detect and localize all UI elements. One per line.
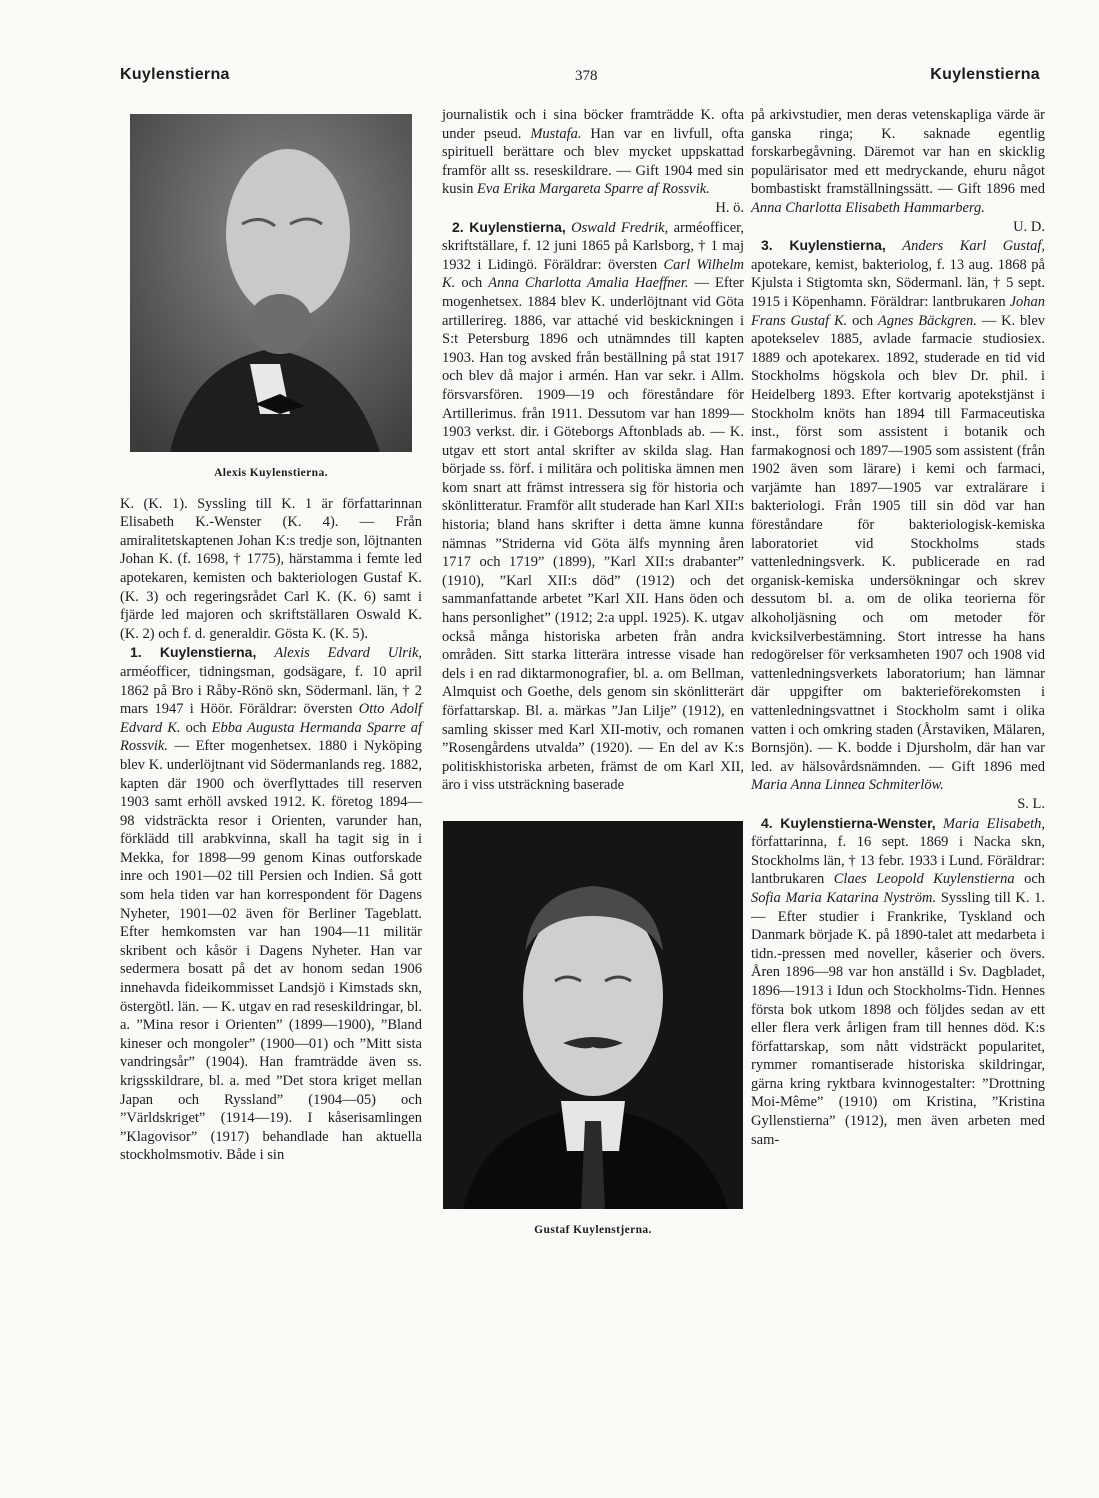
entry-2-och: och — [461, 275, 483, 292]
entry-4-heading: 4. Kuylenstierna-Wenster, — [761, 814, 936, 831]
signature-entry-2: U. D. — [1013, 218, 1045, 235]
entry-1-wife: Eva Erika Margareta Sparre af Rossvik. — [477, 181, 710, 198]
entry-1-text-a: arméofficer, tidningsman, godsägare, f. 10 april 1862 på Bro i Råby-Rönö skn, Södermanl. län, † 2 mars 1947 i Höör. Föräldrar: översten — [120, 663, 422, 718]
entry-4-och: och — [1024, 871, 1045, 888]
portrait-gustaf — [443, 821, 743, 1209]
entry-2-text-b: — Efter mogenhetsex. 1884 blev K. underlöjtnant vid Göta artillerireg. 1886, var attaché vid beskickningen i S:t Petersburg 1896 och utnämndes till kapten 1903. Han tog avsked från beställning på stat 1917 och blev då major i armén. Han var sekr. i Allm. försvarsfören. 1909—19 och föreståndare för Artillerimus. från 1911. Dessutom var han 1899—1903 verkst. dir. i Göteborgs Aftonblads ab. — K. utgav ett stort antal skrifter av skilda slag. Han började ss. förf. i militära och politiska ämnen men kom snart att främst intressera sig för historia och skönlitteratur. Framför allt studerade han Karl XII:s historia; bland hans skrifter i detta ämne kunna nämnas ”Striderna vid Göta älfs mynning åren 1717 och 1719” (1899), ”Karl XII:s drabanter” (1910), ”Karl XII:s död” (1912) och det sammanfattande arbetet ”Karl XII. Hans öden och hans personlighet” (1912; 2:a uppl. 1925). K. utgav också många historiska arbeten från andra områden. Sitt starka litterära intresse visade han dels i en rad diktarmonografier, bl. a. om Bellman, Almquist och Goethe, dels genom sin skönlitterärt författarskap. Bl. a. märkas ”Jan Lilje” (1912), en samling skisser med Karl XII-motiv, och romanen ”Rosengårdens utvalda” (1920). — En del av K:s politiskhistoriska arbeten, främst de om Karl XII, äro i viss utsträckning baserade — [442, 275, 745, 794]
entry-1-name: Alexis Edvard Ulrik, — [274, 645, 423, 662]
running-header — [120, 62, 1040, 92]
intro-paragraph: K. (K. 1). Syssling till K. 1 är författarinnan Elisabeth K.-Wenster (K. 4). — Från amiralitetskaptenen Johan K:s tredje son, löjtnanten Johan K. (f. 1698, † 1775), härstamma i femte led apotekaren, kemisten och bakteriologen Gustaf K. (K. 3) och regeringsrådet Carl K. (K. 6) samt i fjärde led majoren och skriftställaren Oswald K. (K. 2) och f. d. generaldir. Gösta K. (K. 5). — [120, 495, 422, 642]
entry-3-name: Anders Karl Gustaf, — [902, 238, 1046, 255]
entry-3-text-b: — K. blev apotekselev 1885, avlade farmacie studiosiex. 1889 och apotekarex. 1892, studerade en tid vid Stockholms högskola och blev Dr. phil. i Heidelberg 1893. Efter kortvarig apotekstjänst i Stockholm knöts han 1894 till Farmaceutiska inst., först som assistent i botanik och farmakognosi och 1897—1905 som assistent (från 1902 även som lärare) i kemi och farmaci, varjämte han 1897—1905 var extralärare i bakteriologi. Från 1905 till sin död var han föreståndare för bakteriologisk-kemiska laboratoriet vid Stockholms stads vattenledningsverk. K. publicerade en rad organisk-kemiska undersökningar och skrev dessutom bl. a. om de olika teorierna för alkoholjäsning och om metoder för kvicksilverbestämning. Stort intresse ha hans redogörelser för verksamheten 1907 och 1908 vid vattenledningsverkets laboratorium; han lämnar där uppgifter om bakterieförekomsten i vattenledningsvattnet i Stockholm samt i olika vatten i och omkring staden (Årstaviken, Mälaren, Bornsjön). — K. bodde i Djursholm, där han var led. av hälsovårdsnämnden. — Gift 1896 med — [751, 312, 1046, 775]
signature-entry-1: H. ö. — [715, 199, 744, 216]
entry-1-cont-text-a: journalistik och i sina böcker framträdde K. ofta under pseud. — [442, 107, 744, 142]
entry-4-mother: Sofia Maria Katarina Nyström. — [751, 889, 937, 906]
column-1 — [120, 106, 422, 1165]
signature-entry-3: S. L. — [1017, 795, 1045, 812]
entry-3-text-a: apotekare, kemist, bakteriolog, f. 13 aug. 1868 på Kjulsta i Stigtomta skn, Södermanl. län, † 5 sept. 1915 i Köpenhamn. Föräldrar: lantbrukaren — [751, 256, 1045, 310]
entry-4-name: Maria Elisabeth, — [943, 815, 1045, 832]
caption-alexis: Alexis Kuylenstierna. — [214, 467, 328, 479]
caption-gustaf: Gustaf Kuylenstjerna. — [534, 1223, 652, 1236]
entry-2-heading: 2. Kuylenstierna, — [452, 218, 566, 235]
portrait-alexis — [130, 114, 412, 452]
entry-1-father: Otto Adolf Edvard K. — [120, 701, 422, 736]
entry-3-heading: 3. Kuylenstierna, — [761, 237, 886, 254]
entry-1-och: och — [185, 719, 207, 736]
entry-2-text-a: arméofficer, skriftställare, f. 12 juni 1865 på Karlsborg, † 1 maj 1932 i Lidingö. Föräldrar: översten — [442, 219, 745, 273]
column-3 — [751, 106, 1045, 1149]
entry-1-mother: Ebba Augusta Hermanda Sparre af Rossvik. — [120, 719, 423, 755]
entry-2-name: Oswald Fredrik, — [571, 219, 669, 236]
entry-1-text-b: — Efter mogenhetsex. 1880 i Nyköping blev K. underlöjtnant vid Södermanlands reg. 1882, kapten där 1900 och överflyttades till reserven 1903 samt erhöll avsked 1912. K. företog 1894—98 vidsträckta resor i Orienten, varunder han, förklädd till arabkvinna, skall ha tagit sig in i Mekka, for 1898—99 genom Kinas outforskade inre och 1901—02 till Persien och Indien. Så gott som hela tiden var han korrespondent för Dagens Nyheter, 1901—02 även för Berliner Tageblatt. Efter hemkomsten var han 1904—11 militär skribent och kåsör i Dagens Nyheter. Han var sedermera bosatt på det av honom sedan 1906 innehavda fideikommisset Landsjö i Kimstads skn, östergötl. län. — K. utgav en rad reseskildringar, bl. a. ”Mina resor i Orienten” (1899—1900), ”Bland kineser och mongoler” (1900—01) och ”Mitt sista vandringsår” (1904). Han framträdde även ss. krigsskildrare, bl. a. med ”Det stora kriget mellan Japan och Ryssland” (1904—05) och ”Världskriget” (1914—19). I kåserisamlingen ”Klagovisor” (1917) behandlade han aktuella stockholmsmotiv. Både i sin — [120, 738, 423, 1164]
entry-4-text-b: Syssling till K. 1. — Efter studier i Frankrike, Tyskland och Danmark började K. på 1890-talet att medarbeta i tidn.-pressen med noveller, kåserier och övers. Åren 1896—98 var hon anställd i Sv. Dagbladet, 1896—1913 i Idun och Stockholms-Tidn. Hennes första bok utkom 1898 och följdes sedan av ett eller flera verk årligen fram till hennes död. K:s författarskap, som nått vidsträckt popularitet, rymmer romantiserade historiska skildringar, gärna kring ryktbara kvinnogestalter: ”Drottning Moi-Même” (1910) om Kristina, ”Kristina Gyllenstierna” (1912), men även arbeten med sam- — [751, 889, 1046, 1148]
entry-3-father: Johan Frans Gustaf K. — [751, 293, 1046, 329]
entry-2-cont-text: på arkivstudier, men deras vetenskapliga värde är ganska ringa; K. saknade egentlig forskarbegåvning. Däremot var han en skicklig populärisator med ett medryckande, ehuru något bombastiskt framställningssätt. — Gift 1896 med — [751, 107, 1045, 198]
entry-1-cont-text-b: Han var en livfull, ofta spirituell berättare och blev mycket uppskattad framför allt ss. reseskildrare. — Gift 1904 med sin kusin — [442, 125, 745, 198]
column-2 — [442, 106, 744, 1252]
entry-1 — [120, 643, 422, 1165]
entry-2-father: Carl Wilhelm K. — [442, 256, 744, 292]
entry-3-wife: Maria Anna Linnea Schmiterlöw. — [751, 777, 944, 794]
entry-1-continued — [442, 106, 744, 199]
entry-2 — [442, 218, 744, 795]
header-left-title: Kuylenstierna — [120, 66, 230, 83]
entry-3-och: och — [852, 312, 874, 329]
entry-2-mother: Anna Charlotta Amalia Haeffner. — [488, 275, 689, 292]
entry-3-mother: Agnes Bäckgren. — [877, 312, 977, 329]
entry-1-heading: 1. Kuylenstierna, — [130, 644, 257, 661]
entry-2-continued — [751, 106, 1045, 218]
entry-1-pseudonym: Mustafa. — [530, 125, 582, 142]
page-number: 378 — [575, 68, 598, 84]
entry-4-text-a: författarinna, f. 16 sept. 1869 i Nacka skn, Stockholms län, † 13 febr. 1933 i Lund. Föräldrar: lantbrukaren — [751, 834, 1045, 888]
entry-3 — [751, 236, 1045, 795]
header-right-title: Kuylenstierna — [930, 66, 1040, 83]
entry-4 — [751, 814, 1045, 1150]
entry-2-wife: Anna Charlotta Elisabeth Hammarberg. — [751, 199, 985, 216]
entry-4-father: Claes Leopold Kuylenstierna — [833, 871, 1015, 888]
